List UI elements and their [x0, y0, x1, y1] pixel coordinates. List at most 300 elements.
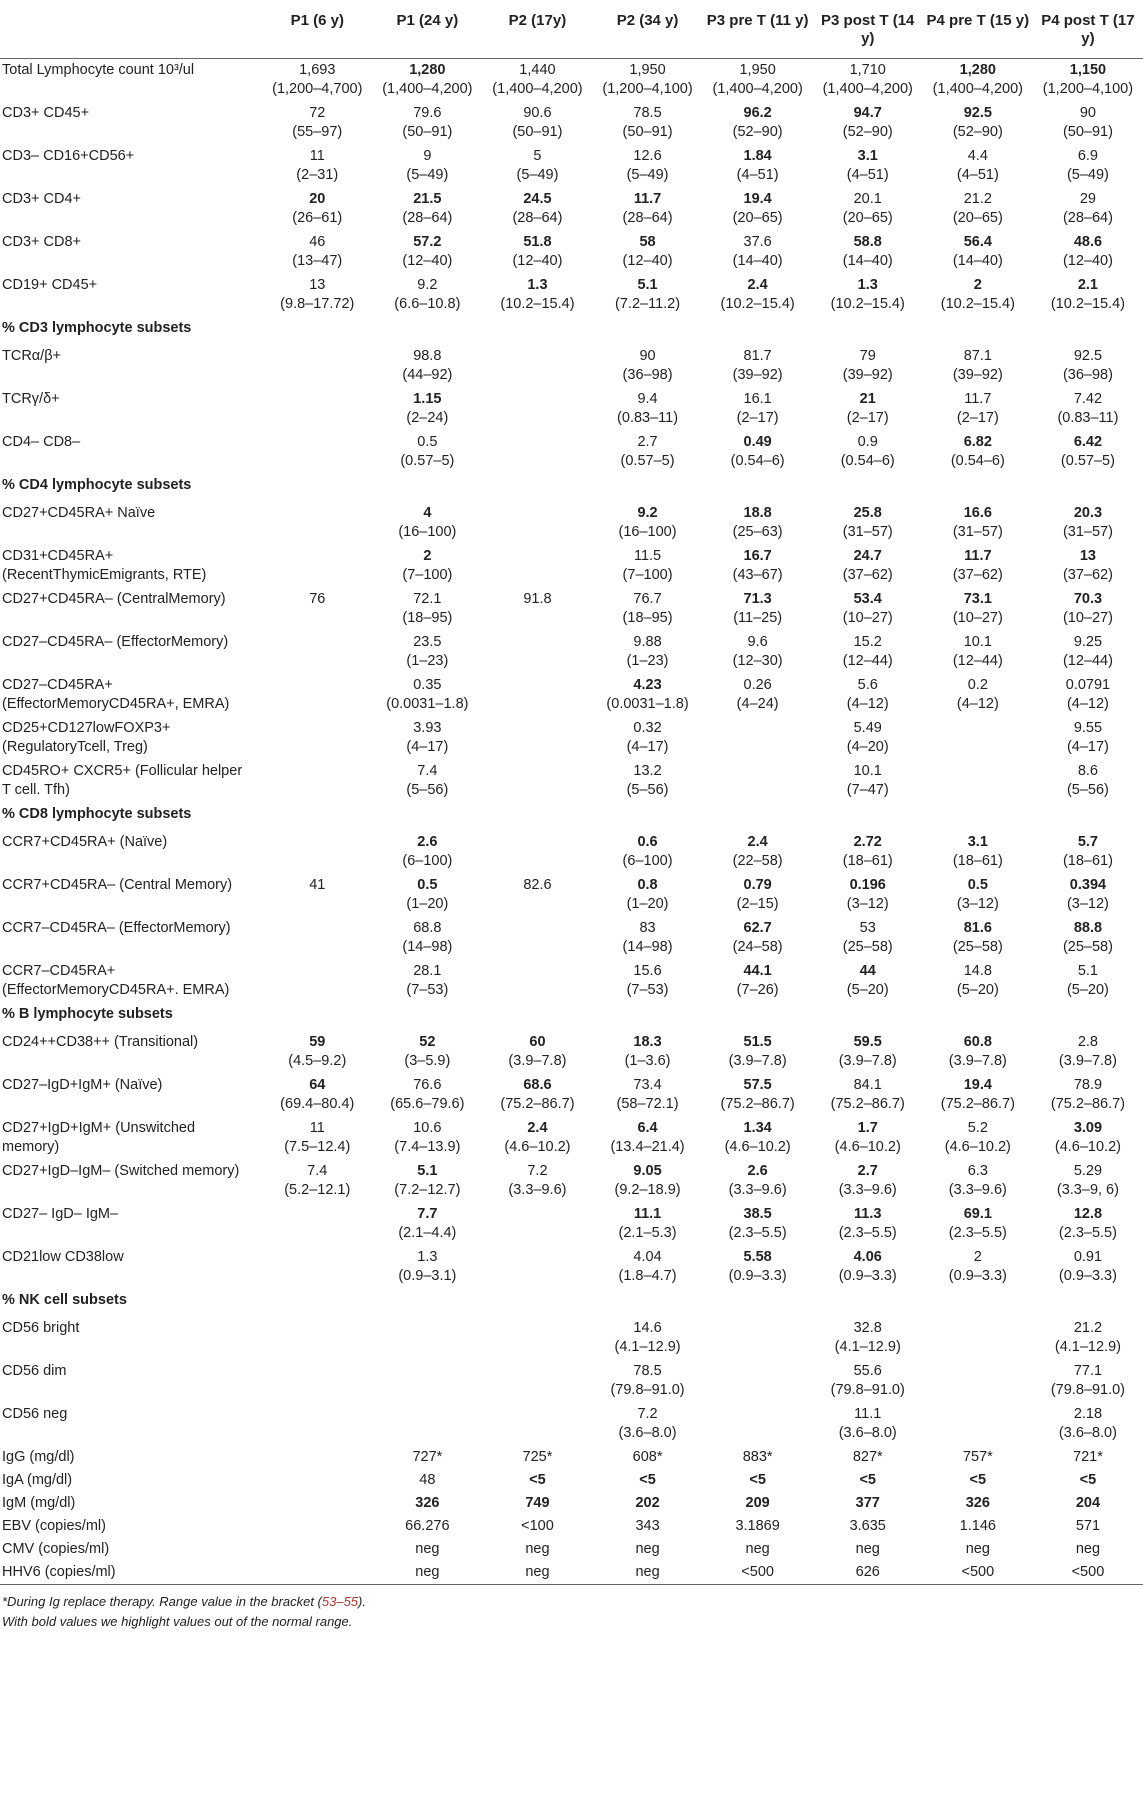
cell-value: 19.4: [743, 191, 772, 207]
cell-value: neg: [525, 1541, 550, 1557]
cell-value: 10.1: [963, 634, 992, 650]
row-label: [0, 1203, 262, 1246]
cell-value: 20.1: [853, 191, 882, 207]
header-column-2: P1 (24 y): [372, 0, 482, 59]
cell-value: 2.72: [853, 834, 882, 850]
table-cell: [923, 545, 1033, 588]
header-column-7: P4 pre T (15 y): [923, 0, 1033, 59]
cell-reference-range: (0.0031–1.8): [606, 696, 689, 712]
table-cell: [813, 188, 923, 231]
table-cell: [813, 231, 923, 274]
cell-reference-range: (37–62): [952, 567, 1003, 583]
cell-value: 78.5: [633, 105, 662, 121]
table-cell: [372, 960, 482, 1003]
table-cell: [703, 431, 813, 474]
table-cell: [703, 831, 813, 874]
cell-value: 3.1: [857, 148, 878, 164]
cell-reference-range: (1.8–4.7): [618, 1268, 677, 1284]
table-cell: [593, 717, 703, 760]
cell-reference-range: (58–72.1): [616, 1096, 679, 1112]
table-cell: [923, 1538, 1033, 1561]
cell-value: 87.1: [963, 348, 992, 364]
row-label: [0, 1074, 262, 1117]
cell-reference-range: (20–65): [952, 210, 1003, 226]
row-label-text: CD27+CD45RA+ Naïve: [2, 505, 156, 521]
table-cell: [262, 1469, 372, 1492]
cell-reference-range: (12–44): [842, 653, 893, 669]
table-row: [0, 874, 1143, 917]
table-cell: [482, 1515, 592, 1538]
cell-value: 44: [859, 963, 876, 979]
table-cell: [703, 1160, 813, 1203]
cell-reference-range: (12–44): [952, 653, 1003, 669]
table-cell: [923, 102, 1033, 145]
table-cell: [593, 960, 703, 1003]
table-cell: [482, 1031, 592, 1074]
row-label: [0, 188, 262, 231]
row-label: [0, 917, 262, 960]
table-cell: [593, 588, 703, 631]
table-cell: [1033, 1561, 1143, 1585]
cell-reference-range: (4.1–12.9): [834, 1339, 901, 1355]
table-row: [0, 145, 1143, 188]
cell-value: 20.3: [1073, 505, 1103, 521]
table-cell: [482, 760, 592, 803]
cell-reference-range: (50–91): [402, 124, 453, 140]
cell-value: 202: [635, 1495, 660, 1511]
table-cell: [262, 1403, 372, 1446]
table-cell: [923, 960, 1033, 1003]
table-cell: [923, 917, 1033, 960]
cell-value: 53: [859, 920, 876, 936]
cell-value: 9.05: [633, 1163, 662, 1179]
table-cell: [1033, 1469, 1143, 1492]
cell-value: 11.7: [964, 548, 992, 564]
cell-value: 90.6: [523, 105, 552, 121]
table-cell: [262, 388, 372, 431]
cell-reference-range: (0.54–6): [730, 453, 785, 469]
table-cell: [372, 717, 482, 760]
table-cell: [1033, 1160, 1143, 1203]
cell-value: 48: [419, 1472, 436, 1488]
row-label: [0, 545, 262, 588]
row-label-text: CCR7–CD45RA+: [2, 963, 116, 979]
row-label: [0, 631, 262, 674]
table-cell: [593, 1561, 703, 1585]
table-cell: [482, 545, 592, 588]
table-cell: [262, 1317, 372, 1360]
cell-reference-range: (4–51): [736, 167, 779, 183]
table-cell: [262, 188, 372, 231]
footnote-line-2: With bold values we highlight values out of the normal range.: [2, 1614, 353, 1629]
table-cell: [482, 1469, 592, 1492]
table-cell: [482, 274, 592, 317]
cell-value: 209: [745, 1495, 770, 1511]
cell-value: 1.146: [959, 1518, 996, 1534]
table-cell: [593, 831, 703, 874]
table-cell: [813, 1446, 923, 1469]
cell-value: 21.2: [1073, 1320, 1103, 1336]
row-label: [0, 1403, 262, 1446]
row-label-text: CD27+IgD–IgM– (Switched memory): [2, 1163, 240, 1179]
cell-reference-range: (79.8–91.0): [610, 1382, 685, 1398]
cell-reference-range: (10.2–15.4): [940, 296, 1015, 312]
table-cell: [482, 588, 592, 631]
table-cell: [482, 1492, 592, 1515]
cell-value: 2.4: [747, 834, 768, 850]
table-cell: [923, 1360, 1033, 1403]
cell-reference-range: (39–92): [842, 367, 893, 383]
cell-reference-range: (1,400–4,200): [382, 81, 473, 97]
cell-value: 24.7: [853, 548, 882, 564]
cell-value: 12.8: [1073, 1206, 1103, 1222]
cell-value: 0.9: [857, 434, 878, 450]
row-label-text: CD56 neg: [2, 1406, 68, 1422]
cell-value: 5.29: [1073, 1163, 1103, 1179]
cell-reference-range: (18–95): [622, 610, 673, 626]
table-cell: [703, 188, 813, 231]
table-cell: [923, 388, 1033, 431]
table-cell: [1033, 274, 1143, 317]
cell-reference-range: (1–20): [406, 896, 449, 912]
table-cell: [813, 1246, 923, 1289]
cell-value: 44.1: [743, 963, 772, 979]
row-label: [0, 145, 262, 188]
cell-reference-range: (0.54–6): [950, 453, 1005, 469]
table-cell: [262, 1446, 372, 1469]
table-row: [0, 631, 1143, 674]
row-label-text: CD56 dim: [2, 1363, 67, 1379]
table-cell: [372, 1561, 482, 1585]
cell-value: 10.1: [853, 763, 882, 779]
table-row: [0, 588, 1143, 631]
table-cell: [1033, 1317, 1143, 1360]
table-cell: [262, 1515, 372, 1538]
cell-value: 11: [309, 1120, 325, 1136]
table-cell: [703, 502, 813, 545]
cell-value: 68.8: [413, 920, 442, 936]
table-cell: [703, 1203, 813, 1246]
cell-reference-range: (5.2–12.1): [284, 1182, 351, 1198]
table-cell: [482, 1360, 592, 1403]
table-cell: [813, 545, 923, 588]
table-cell: [703, 1515, 813, 1538]
cell-reference-range: (3.3–9.6): [838, 1182, 897, 1198]
table-row: [0, 1074, 1143, 1117]
row-label: [0, 431, 262, 474]
cell-value: 3.635: [849, 1518, 886, 1534]
row-label-text: CD31+CD45RA+: [2, 548, 114, 564]
header-column-4: P2 (34 y): [593, 0, 703, 59]
table-cell: [262, 717, 372, 760]
row-label: [0, 1492, 262, 1515]
cell-reference-range: (4.5–9.2): [288, 1053, 347, 1069]
table-cell: [593, 1074, 703, 1117]
cell-value: 12.6: [633, 148, 662, 164]
table-cell: [1033, 1446, 1143, 1469]
cell-reference-range: (3.9–7.8): [728, 1053, 787, 1069]
cell-reference-range: (2–31): [296, 167, 339, 183]
row-label: [0, 674, 262, 717]
table-cell: [923, 188, 1033, 231]
table-cell: [593, 1515, 703, 1538]
cell-value: 6.82: [963, 434, 992, 450]
cell-value: 11.7: [633, 191, 662, 207]
table-row: [0, 1360, 1143, 1403]
table-cell: [813, 102, 923, 145]
cell-reference-range: (5–49): [1066, 167, 1109, 183]
cell-value: 1.3: [417, 1249, 438, 1265]
cell-value: 1,950: [739, 62, 776, 78]
table-cell: [262, 1246, 372, 1289]
row-label-text-continued: (EffectorMemoryCD45RA+, EMRA): [2, 696, 230, 712]
cell-value: 25.8: [853, 505, 882, 521]
cell-reference-range: (9.2–18.9): [614, 1182, 681, 1198]
cell-value: 11: [309, 148, 325, 164]
table-cell: [593, 1203, 703, 1246]
cell-reference-range: (6.6–10.8): [394, 296, 461, 312]
table-cell: [703, 917, 813, 960]
table-cell: [923, 1317, 1033, 1360]
cell-reference-range: (3–12): [956, 896, 999, 912]
cell-value: neg: [525, 1564, 550, 1580]
cell-value: 749: [525, 1495, 550, 1511]
table-cell: [1033, 1074, 1143, 1117]
cell-value: 2.18: [1073, 1406, 1103, 1422]
table-cell: [372, 588, 482, 631]
cell-reference-range: (36–98): [622, 367, 673, 383]
table-row: [0, 1561, 1143, 1585]
table-cell: [262, 960, 372, 1003]
table-cell: [262, 102, 372, 145]
cell-reference-range: (25–58): [1062, 939, 1113, 955]
table-cell: [1033, 1360, 1143, 1403]
cell-value: 13: [1079, 548, 1096, 564]
cell-reference-range: (5–49): [406, 167, 449, 183]
table-cell: [372, 1246, 482, 1289]
cell-value: 98.8: [413, 348, 442, 364]
table-cell: [703, 760, 813, 803]
cell-value: 62.7: [743, 920, 772, 936]
cell-reference-range: (2.3–5.5): [1058, 1225, 1117, 1241]
cell-reference-range: (1,400–4,200): [932, 81, 1023, 97]
row-label: [0, 1469, 262, 1492]
table-cell: [1033, 1403, 1143, 1446]
cell-value: 21: [859, 391, 876, 407]
table-cell: [813, 674, 923, 717]
table-cell: [1033, 874, 1143, 917]
cell-reference-range: (3–5.9): [404, 1053, 451, 1069]
table-cell: [703, 588, 813, 631]
cell-reference-range: (75.2–86.7): [720, 1096, 795, 1112]
cell-reference-range: (28–64): [512, 210, 563, 226]
cell-value: 2.1: [1077, 277, 1099, 293]
table-cell: [813, 388, 923, 431]
cell-value: 2: [423, 548, 432, 564]
cell-value: 69.1: [963, 1206, 992, 1222]
cell-reference-range: (14–40): [732, 253, 783, 269]
row-label: [0, 760, 262, 803]
table-cell: [372, 1538, 482, 1561]
row-label-text: HHV6 (copies/ml): [2, 1564, 116, 1580]
footnote-reference-link[interactable]: 53–55: [321, 1594, 359, 1609]
cell-value: 7.2: [637, 1406, 658, 1422]
cell-value: 53.4: [853, 591, 882, 607]
table-cell: [703, 1446, 813, 1469]
cell-reference-range: (1–23): [406, 653, 449, 669]
cell-value: 0.6: [637, 834, 658, 850]
table-cell: [813, 1160, 923, 1203]
table-cell: [1033, 1246, 1143, 1289]
table-row: [0, 1469, 1143, 1492]
row-label: [0, 717, 262, 760]
table-cell: [1033, 345, 1143, 388]
row-label: [0, 1246, 262, 1289]
table-cell: [923, 59, 1033, 103]
cell-value: 9.6: [747, 634, 768, 650]
cell-reference-range: (28–64): [402, 210, 453, 226]
cell-value: neg: [415, 1564, 440, 1580]
table-cell: [1033, 717, 1143, 760]
cell-reference-range: (36–98): [1062, 367, 1113, 383]
table-cell: [1033, 188, 1143, 231]
cell-value: 41: [309, 877, 326, 893]
table-cell: [923, 1031, 1033, 1074]
cell-value: 3.1: [967, 834, 988, 850]
cell-reference-range: (37–62): [1062, 567, 1113, 583]
cell-reference-range: (50–91): [622, 124, 673, 140]
row-label-text: IgG (mg/dl): [2, 1449, 75, 1465]
table-cell: [372, 545, 482, 588]
cell-value: 7.7: [417, 1206, 438, 1222]
cell-value: 8.6: [1077, 763, 1099, 779]
table-cell: [262, 588, 372, 631]
table-cell: [923, 145, 1033, 188]
cell-reference-range: (25–58): [842, 939, 893, 955]
table-cell: [262, 274, 372, 317]
cell-reference-range: (0.9–3.3): [1058, 1268, 1117, 1284]
row-label-text: CD45RO+ CXCR5+ (Follicular helper: [2, 763, 243, 779]
table-cell: [1033, 545, 1143, 588]
cell-value: 9.4: [637, 391, 658, 407]
cell-reference-range: (0.83–11): [1057, 410, 1119, 426]
table-cell: [813, 1469, 923, 1492]
table-cell: [923, 1074, 1033, 1117]
table-cell: [703, 1117, 813, 1160]
row-label-text: CCR7+CD45RA– (Central Memory): [2, 877, 233, 893]
table-cell: [593, 388, 703, 431]
table-cell: [372, 917, 482, 960]
cell-reference-range: (3.9–7.8): [838, 1053, 897, 1069]
cell-reference-range: (52–90): [842, 124, 893, 140]
cell-value: 96.2: [743, 105, 772, 121]
cell-value: 5.7: [1077, 834, 1099, 850]
table-cell: [482, 231, 592, 274]
cell-value: 1,280: [959, 62, 996, 78]
footnote-text-end: ).: [358, 1594, 366, 1609]
table-cell: [813, 1403, 923, 1446]
cell-value: 37.6: [743, 234, 772, 250]
cell-value: 6.4: [637, 1120, 658, 1136]
table-cell: [593, 145, 703, 188]
cell-reference-range: (16–100): [618, 524, 677, 540]
row-label: [0, 502, 262, 545]
cell-value: 4.04: [633, 1249, 662, 1265]
cell-value: 60: [529, 1034, 546, 1050]
cell-value: <5: [859, 1472, 876, 1488]
cell-value: 3.09: [1073, 1120, 1103, 1136]
cell-value: 10.6: [413, 1120, 442, 1136]
table-cell: [482, 1203, 592, 1246]
cell-reference-range: (0.9–3.1): [398, 1268, 457, 1284]
table-cell: [372, 274, 482, 317]
cell-value: 2.6: [417, 834, 438, 850]
table-cell: [593, 431, 703, 474]
cell-value: 76.7: [633, 591, 662, 607]
table-cell: [482, 102, 592, 145]
row-label-text: CD27–CD45RA– (EffectorMemory): [2, 634, 229, 650]
table-cell: [1033, 502, 1143, 545]
cell-reference-range: (0.57–5): [400, 453, 455, 469]
cell-value: 58.8: [853, 234, 882, 250]
cell-value: 70.3: [1073, 591, 1103, 607]
cell-value: 5.2: [967, 1120, 988, 1136]
table-cell: [703, 231, 813, 274]
cell-value: 1,440: [519, 62, 556, 78]
cell-value: 0.394: [1069, 877, 1107, 893]
cell-value: 56.4: [963, 234, 992, 250]
table-cell: [923, 717, 1033, 760]
table-cell: [372, 188, 482, 231]
table-cell: [813, 1360, 923, 1403]
cell-value: 83: [639, 920, 656, 936]
cell-reference-range: (2.3–5.5): [838, 1225, 897, 1241]
row-label-text: CD3+ CD4+: [2, 191, 81, 207]
cell-value: 9: [423, 148, 432, 164]
cell-value: 48.6: [1073, 234, 1103, 250]
cell-reference-range: (6–100): [402, 853, 453, 869]
cell-value: 2: [973, 277, 982, 293]
cell-reference-range: (2–17): [736, 410, 779, 426]
cell-value: 18.8: [743, 505, 772, 521]
cell-reference-range: (10.2–15.4): [720, 296, 795, 312]
cell-reference-range: (12–40): [622, 253, 673, 269]
table-cell: [923, 345, 1033, 388]
table-cell: [262, 145, 372, 188]
cell-reference-range: (9.8–17.72): [280, 296, 355, 312]
table-cell: [703, 59, 813, 103]
cell-value: 1,280: [409, 62, 446, 78]
section-title: % CD3 lymphocyte subsets: [2, 320, 192, 336]
table-cell: [482, 345, 592, 388]
cell-reference-range: (4–17): [626, 739, 669, 755]
cell-reference-range: (10–27): [1062, 610, 1113, 626]
cell-reference-range: (2.3–5.5): [948, 1225, 1007, 1241]
cell-value: 9.88: [633, 634, 662, 650]
table-cell: [372, 431, 482, 474]
row-label: [0, 1360, 262, 1403]
row-label: [0, 1538, 262, 1561]
cell-reference-range: (31–57): [842, 524, 893, 540]
cell-reference-range: (5–20): [1066, 982, 1109, 998]
cell-value: 29: [1079, 191, 1096, 207]
table-row: [0, 59, 1143, 103]
table-cell: [372, 1469, 482, 1492]
table-cell: [813, 1317, 923, 1360]
cell-reference-range: (22–58): [732, 853, 783, 869]
table-cell: [262, 1538, 372, 1561]
table-cell: [923, 1117, 1033, 1160]
